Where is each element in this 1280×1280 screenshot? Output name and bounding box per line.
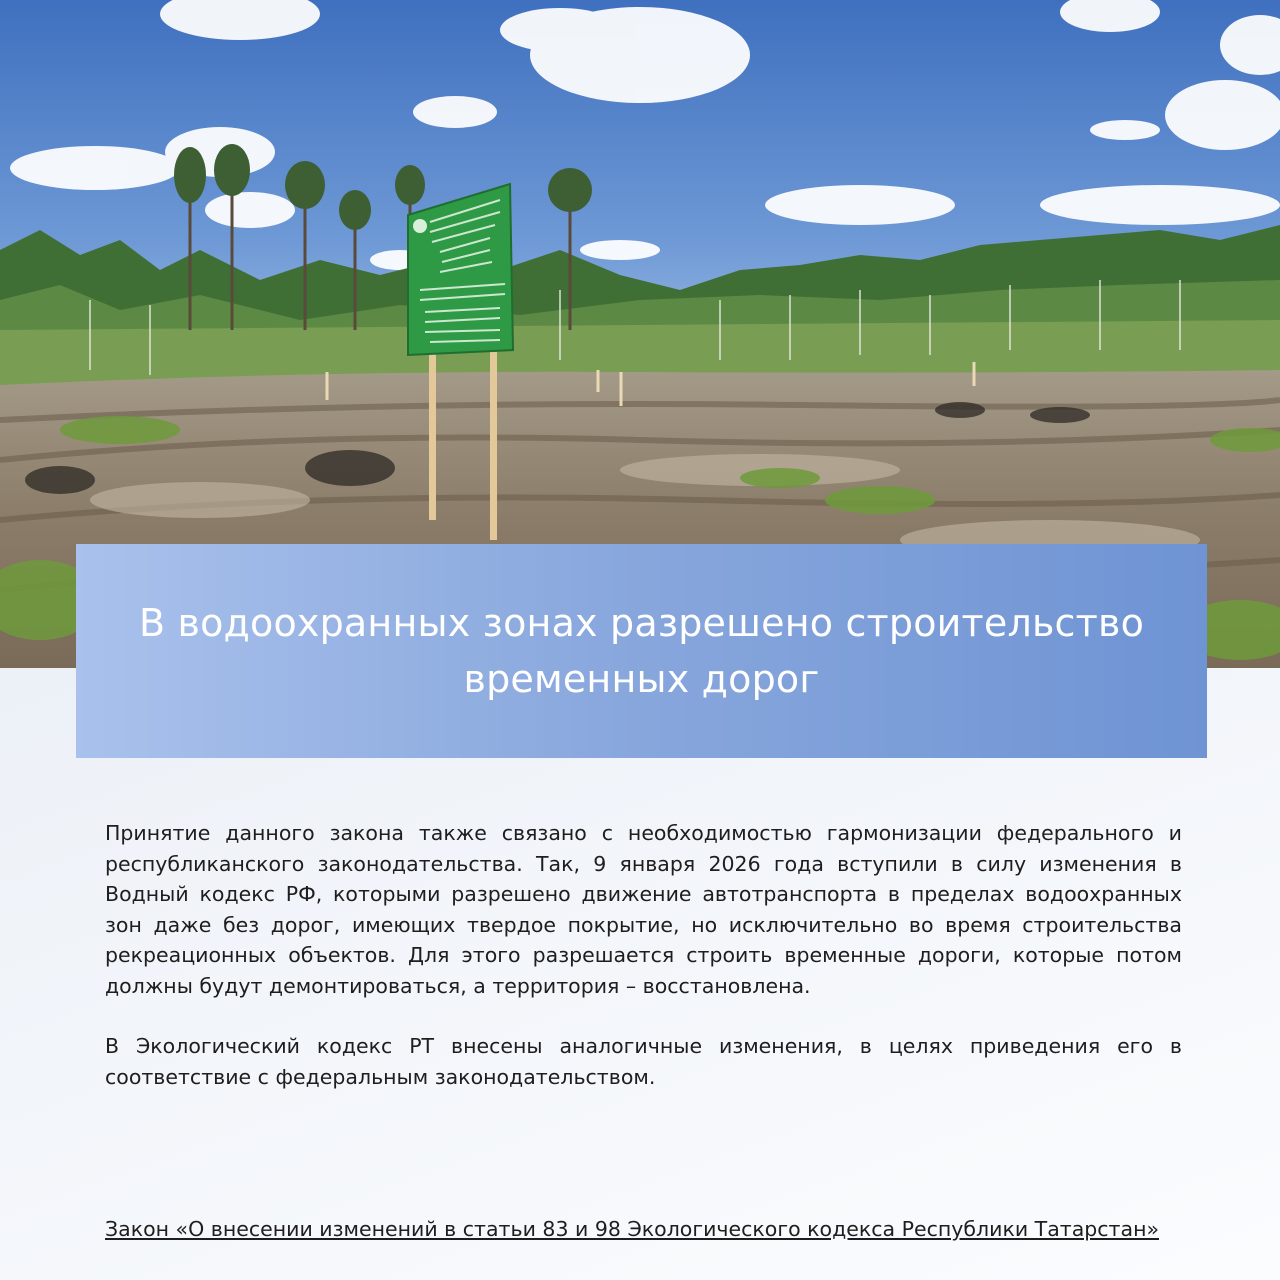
info-sign <box>408 184 513 355</box>
paragraph-2: В Экологический кодекс РТ внесены аналогичные изменения, в целях приведения его в соответствие с федеральным законодательством. <box>105 1034 1182 1089</box>
page-title: В водоохранных зонах разрешено строительство временных дорог <box>138 601 1145 701</box>
title-banner <box>76 544 1207 758</box>
paragraph-1: Принятие данного закона также связано с необходимостью гармонизации федерального и республиканского законодательства. Так, 9 января 2026 года вступили в силу изменения в Водный кодекс РФ, которыми разрешено движение автотранспорта в пределах водоохранных зон даже без дорог, имеющих твердое покрытие, но исключительно во время строительства рекреационных объектов. Для этого разрешается строить временные дороги, которые потом должны будут демонтироваться, а территория – восстановлена. <box>105 821 1182 998</box>
sign-emblem-icon <box>413 219 427 233</box>
law-link[interactable]: Закон «О внесении изменений в статьи 83 и 98 Экологического кодекса Республики Татарстан» <box>105 1217 1160 1241</box>
